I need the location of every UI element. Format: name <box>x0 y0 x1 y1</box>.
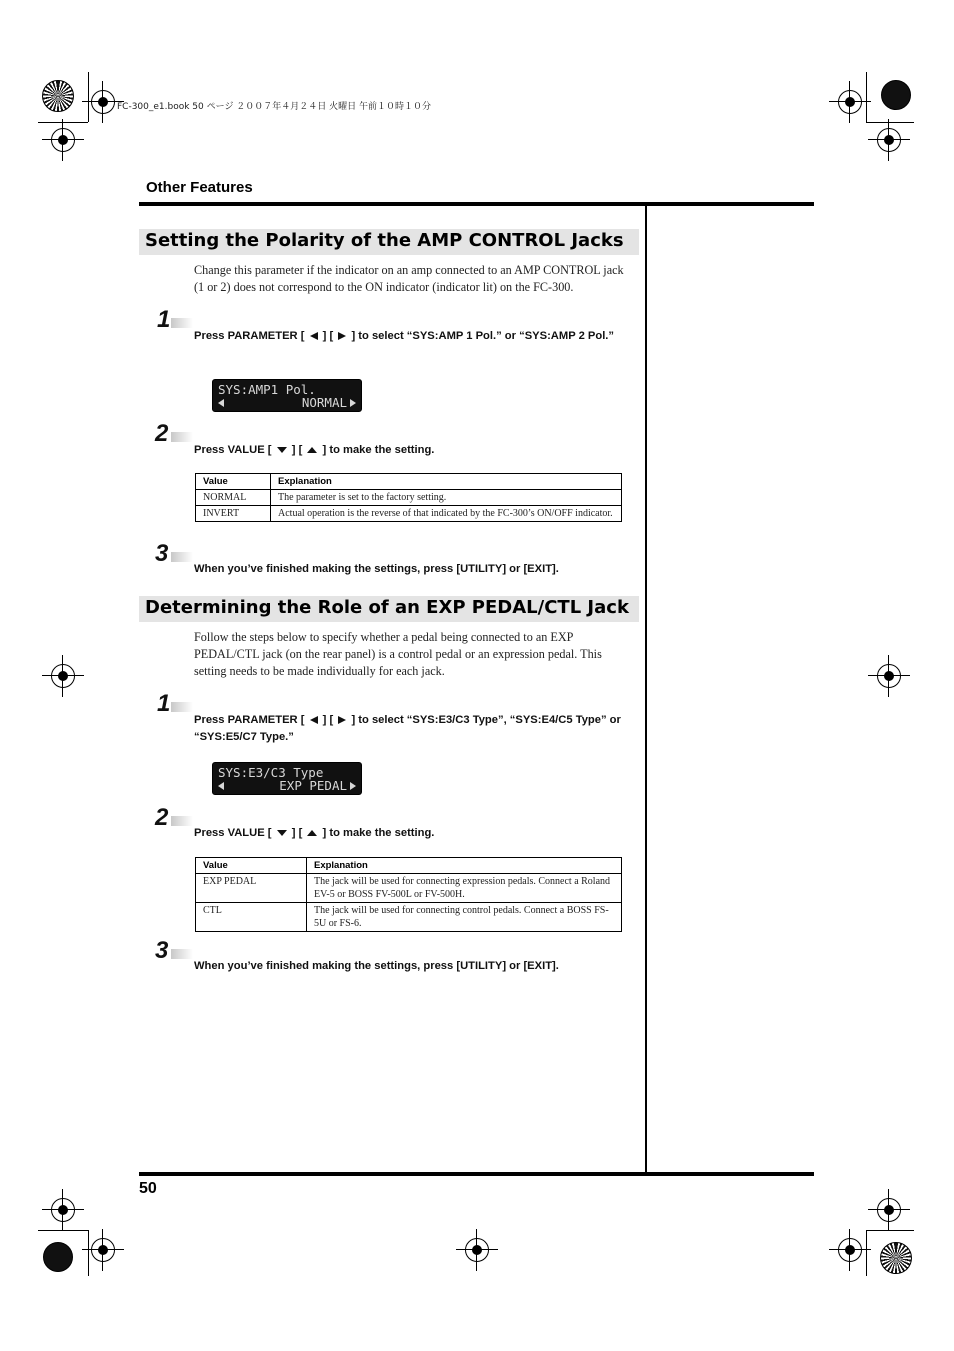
lcd-line-1: SYS:E3/C3 Type <box>218 765 324 780</box>
color-target-icon <box>42 80 74 112</box>
section-intro: Follow the steps below to specify whether a pedal being connected to an EXP PEDAL/CTL jack (on the rear panel) is a control pedal or an expression pedal. This setting needs to be made individually for each jack. <box>194 630 602 678</box>
down-arrow-icon <box>277 447 287 453</box>
step-instruction: Press PARAMETER [ ] [ ] to select “SYS:E3/C3 Type”, “SYS:E4/C5 Type” or “SYS:E5/C7 Type.” <box>194 714 621 743</box>
registration-mark-icon <box>51 128 75 152</box>
step-number: 3 <box>155 937 169 964</box>
table-cell: EXP PEDAL <box>196 874 307 903</box>
color-target-icon <box>881 80 911 110</box>
table-cell: The jack will be used for connecting expression pedals. Connect a Roland EV-5 or BOSS FV-500L or FV-500H. <box>307 874 622 903</box>
table-cell: Actual operation is the reverse of that indicated by the FC-300’s ON/OFF indicator. <box>271 506 622 522</box>
table-cell: INVERT <box>196 506 271 522</box>
bottom-rule <box>139 1172 814 1176</box>
step-instruction: When you’ve finished making the settings, press [UTILITY] or [EXIT]. <box>194 563 559 575</box>
table-row <box>196 903 622 932</box>
up-arrow-icon <box>307 447 317 453</box>
step-instruction: Press VALUE [ ] [ ] to make the setting. <box>194 827 435 839</box>
lcd-line-1: SYS:AMP1 Pol. <box>218 382 316 397</box>
file-header: FC-300_e1.book 50 ページ ２００７年４月２４日 火曜日 午前１０時１０分 <box>117 102 432 112</box>
step-number: 2 <box>155 804 169 831</box>
lcd-display <box>212 762 362 795</box>
lcd-left-arrow-icon <box>218 399 224 407</box>
value-table <box>195 857 622 932</box>
color-target-icon <box>43 1242 73 1272</box>
value-table <box>195 473 622 522</box>
table-cell: The parameter is set to the factory setting. <box>271 490 622 506</box>
table-header: Value <box>196 474 271 490</box>
table-header: Explanation <box>307 858 622 874</box>
table-row <box>196 874 622 903</box>
lcd-line-2: EXP PEDAL <box>279 778 347 793</box>
down-arrow-icon <box>277 830 287 836</box>
lcd-display <box>212 379 362 412</box>
running-head: Other Features <box>146 179 253 196</box>
step-number: 1 <box>157 306 171 333</box>
registration-mark-icon <box>91 1238 115 1262</box>
column-divider <box>645 206 647 1173</box>
registration-mark-icon <box>838 1238 862 1262</box>
step-number: 1 <box>157 690 171 717</box>
left-arrow-icon <box>310 332 318 340</box>
section-title: Determining the Role of an EXP PEDAL/CTL Jack <box>145 597 629 618</box>
up-arrow-icon <box>307 830 317 836</box>
lcd-right-arrow-icon <box>350 782 356 790</box>
table-row <box>196 506 622 522</box>
registration-mark-icon <box>51 1198 75 1222</box>
registration-mark-icon <box>877 128 901 152</box>
step-instruction: Press VALUE [ ] [ ] to make the setting. <box>194 444 435 456</box>
right-arrow-icon <box>338 332 346 340</box>
right-arrow-icon <box>338 716 346 724</box>
registration-mark-icon <box>51 664 75 688</box>
lcd-line-2: NORMAL <box>301 395 347 410</box>
step-marker <box>171 702 193 712</box>
step-instruction: When you’ve finished making the settings, press [UTILITY] or [EXIT]. <box>194 960 559 972</box>
page-number: 50 <box>139 1180 157 1197</box>
step-marker <box>171 432 193 442</box>
step-marker <box>171 816 193 826</box>
registration-mark-icon <box>465 1238 489 1262</box>
step-marker <box>171 318 193 328</box>
step-instruction: Press PARAMETER [ ] [ ] to select “SYS:AMP 1 Pol.” or “SYS:AMP 2 Pol.” <box>194 330 615 342</box>
lcd-left-arrow-icon <box>218 782 224 790</box>
registration-mark-icon <box>877 1198 901 1222</box>
registration-mark-icon <box>877 664 901 688</box>
step-number: 2 <box>155 420 169 447</box>
registration-mark-icon <box>91 90 115 114</box>
section-heading <box>139 596 639 622</box>
step-marker <box>171 949 193 959</box>
color-target-icon <box>880 1242 912 1274</box>
step-marker <box>171 552 193 562</box>
top-rule <box>139 202 814 206</box>
table-header: Value <box>196 858 307 874</box>
table-cell: CTL <box>196 903 307 932</box>
section-intro: Change this parameter if the indicator on an amp connected to an AMP CONTROL jack (1 or 2) does not correspond to the ON indicator (indicator lit) on the FC-300. <box>194 263 624 294</box>
table-header: Explanation <box>271 474 622 490</box>
registration-mark-icon <box>838 90 862 114</box>
table-cell: The jack will be used for connecting control pedals. Connect a BOSS FS-5U or FS-6. <box>307 903 622 932</box>
left-arrow-icon <box>310 716 318 724</box>
table-cell: NORMAL <box>196 490 271 506</box>
lcd-right-arrow-icon <box>350 399 356 407</box>
table-row <box>196 490 622 506</box>
step-number: 3 <box>155 540 169 567</box>
section-heading <box>139 229 639 255</box>
section-title: Setting the Polarity of the AMP CONTROL Jacks <box>145 230 624 251</box>
